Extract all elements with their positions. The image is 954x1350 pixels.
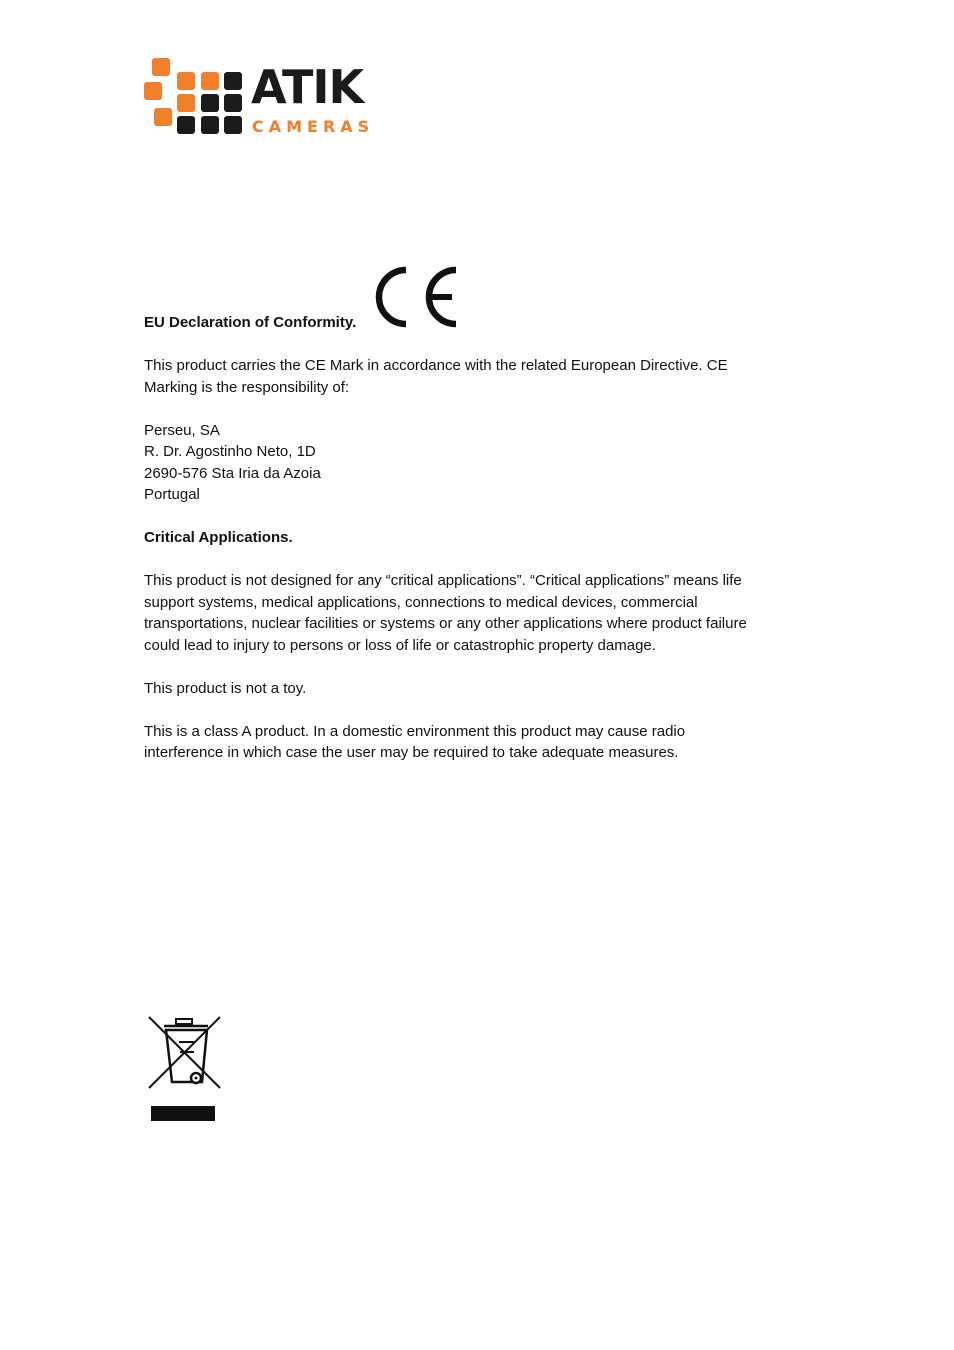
- declaration-intro-line: Marking is the responsibility of:: [144, 378, 350, 396]
- address-line: Portugal: [144, 486, 200, 503]
- atik-cameras-logo: [144, 56, 384, 138]
- logo-subtitle: CAMERAS: [252, 117, 375, 136]
- critical-text-line: This product is not designed for any “critical applications”. “Critical applications” means life: [144, 572, 742, 589]
- class-a-text-line: This is a class A product. In a domestic environment this product may cause radio: [144, 722, 686, 740]
- declaration-intro-line: This product carries the CE Mark in accordance with the related European Directive. CE: [144, 357, 728, 374]
- critical-heading: Critical Applications.: [144, 529, 293, 546]
- critical-text-line: could lead to injury to persons or loss of life or catastrophic property damage.: [144, 636, 656, 654]
- address-line: 2690-576 Sta Iria da Azoia: [144, 464, 321, 482]
- declaration-heading: EU Declaration of Conformity.: [144, 314, 357, 331]
- address-line: R. Dr. Agostinho Neto, 1D: [144, 443, 316, 460]
- not-a-toy-text: This product is not a toy.: [144, 679, 307, 697]
- crossed-out-wheelie-bin-icon: [144, 1012, 224, 1124]
- declaration-body: [144, 355, 824, 764]
- class-a-text-line: interference in which case the user may be required to take adequate measures.: [144, 744, 679, 761]
- logo-wordmark: ATIK: [251, 60, 364, 114]
- critical-text-line: support systems, medical applications, connections to medical devices, commercial: [144, 593, 698, 611]
- address-line: Perseu, SA: [144, 421, 220, 439]
- critical-text-line: transportations, nuclear facilities or systems or any other applications where product failure: [144, 615, 747, 632]
